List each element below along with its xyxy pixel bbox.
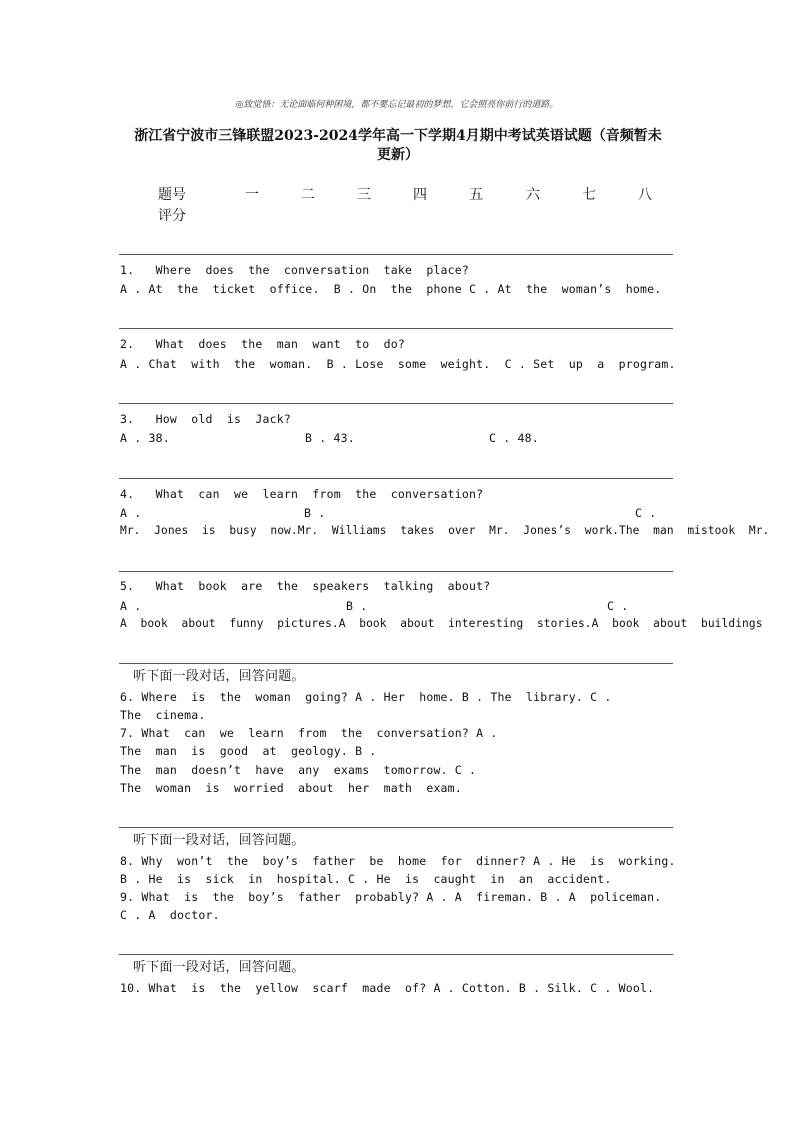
divider [119, 478, 673, 479]
group-2-line: C . A doctor. [120, 908, 220, 922]
score-table-score-label: 评分 [158, 208, 186, 224]
section-instruction: 听下面一段对话，回答问题。 [133, 669, 305, 684]
question-2-stem: 2. What does the man want to do? [120, 337, 405, 351]
group-1-line: The man doesn’t have any exams tomorrow. C . [120, 763, 477, 777]
divider [119, 954, 673, 955]
question-1-stem: 1. Where does the conversation take place? [120, 263, 470, 277]
section-instruction: 听下面一段对话，回答问题。 [133, 833, 305, 848]
section-instruction: 听下面一段对话，回答问题。 [133, 960, 305, 975]
score-table-col-3: 三 [357, 187, 371, 203]
question-5-option-a: A . [120, 599, 142, 613]
score-table-col-5: 五 [469, 187, 483, 203]
group-2-line: 8. Why won’t the boy’s father be home for dinner? A . He is working. [120, 854, 676, 868]
group-1-line: The cinema. [120, 708, 206, 722]
group-1-line: 7. What can we learn from the conversation? A . [120, 726, 498, 740]
question-1-options: A . At the ticket office. B . On the phone C . At the woman’s home. [120, 282, 662, 296]
question-4-option-b: B . [304, 506, 326, 520]
divider [119, 328, 673, 329]
question-2-options: A . Chat with the woman. B . Lose some weight. C . Set up a program. [120, 357, 676, 371]
score-table-col-4: 四 [413, 187, 427, 203]
score-table-header-label: 题号 [158, 187, 186, 203]
question-4-options-text: Mr. Jones is busy now.Mr. Williams takes over Mr. Jones’s work.The man mistook Mr. [120, 524, 770, 537]
divider [119, 254, 673, 255]
question-5-option-c: C . [607, 599, 629, 613]
divider [119, 403, 673, 404]
divider [119, 663, 673, 664]
motto-text: ◎致觉悟：无论面临何种困境，都不要忘记最初的梦想，它会照亮你前行的道路。 [235, 100, 559, 110]
divider [119, 571, 673, 572]
score-table-col-7: 七 [582, 187, 596, 203]
question-4-option-c: C . [635, 506, 657, 520]
score-table-col-8: 八 [638, 187, 652, 203]
question-3-option-b: B . 43. [305, 431, 355, 445]
score-table-col-1: 一 [245, 187, 259, 203]
question-3-option-a: A . 38. [120, 431, 170, 445]
divider [119, 827, 673, 828]
group-1-line: 6. Where is the woman going? A . Her home. B . The library. C . [120, 690, 612, 704]
question-3-stem: 3. How old is Jack? [120, 412, 291, 426]
score-table-col-6: 六 [526, 187, 540, 203]
question-5-options-text: A book about funny pictures.A book about interesting stories.A book about buildings [120, 617, 763, 630]
group-2-line: 9. What is the boy’s father probably? A . A fireman. B . A policeman. [120, 890, 662, 904]
question-5-option-b: B . [346, 599, 368, 613]
question-3-option-c: C . 48. [489, 431, 539, 445]
score-table-col-2: 二 [301, 187, 315, 203]
question-4-option-a: A . [120, 506, 142, 520]
group-1-line: The man is good at geology. B . [120, 744, 377, 758]
group-2-line: B . He is sick in hospital. C . He is caught in an accident. [120, 872, 612, 886]
question-5-stem: 5. What book are the speakers talking about? [120, 579, 491, 593]
page-title: 浙江省宁波市三锋联盟2023-2024学年高一下学期4月期中考试英语试题（音频暂未更新） [134, 128, 662, 163]
group-1-line: The woman is worried about her math exam. [120, 781, 462, 795]
group-3-line: 10. What is the yellow scarf made of? A . Cotton. B . Silk. C . Wool. [120, 981, 655, 995]
question-4-stem: 4. What can we learn from the conversation? [120, 487, 484, 501]
